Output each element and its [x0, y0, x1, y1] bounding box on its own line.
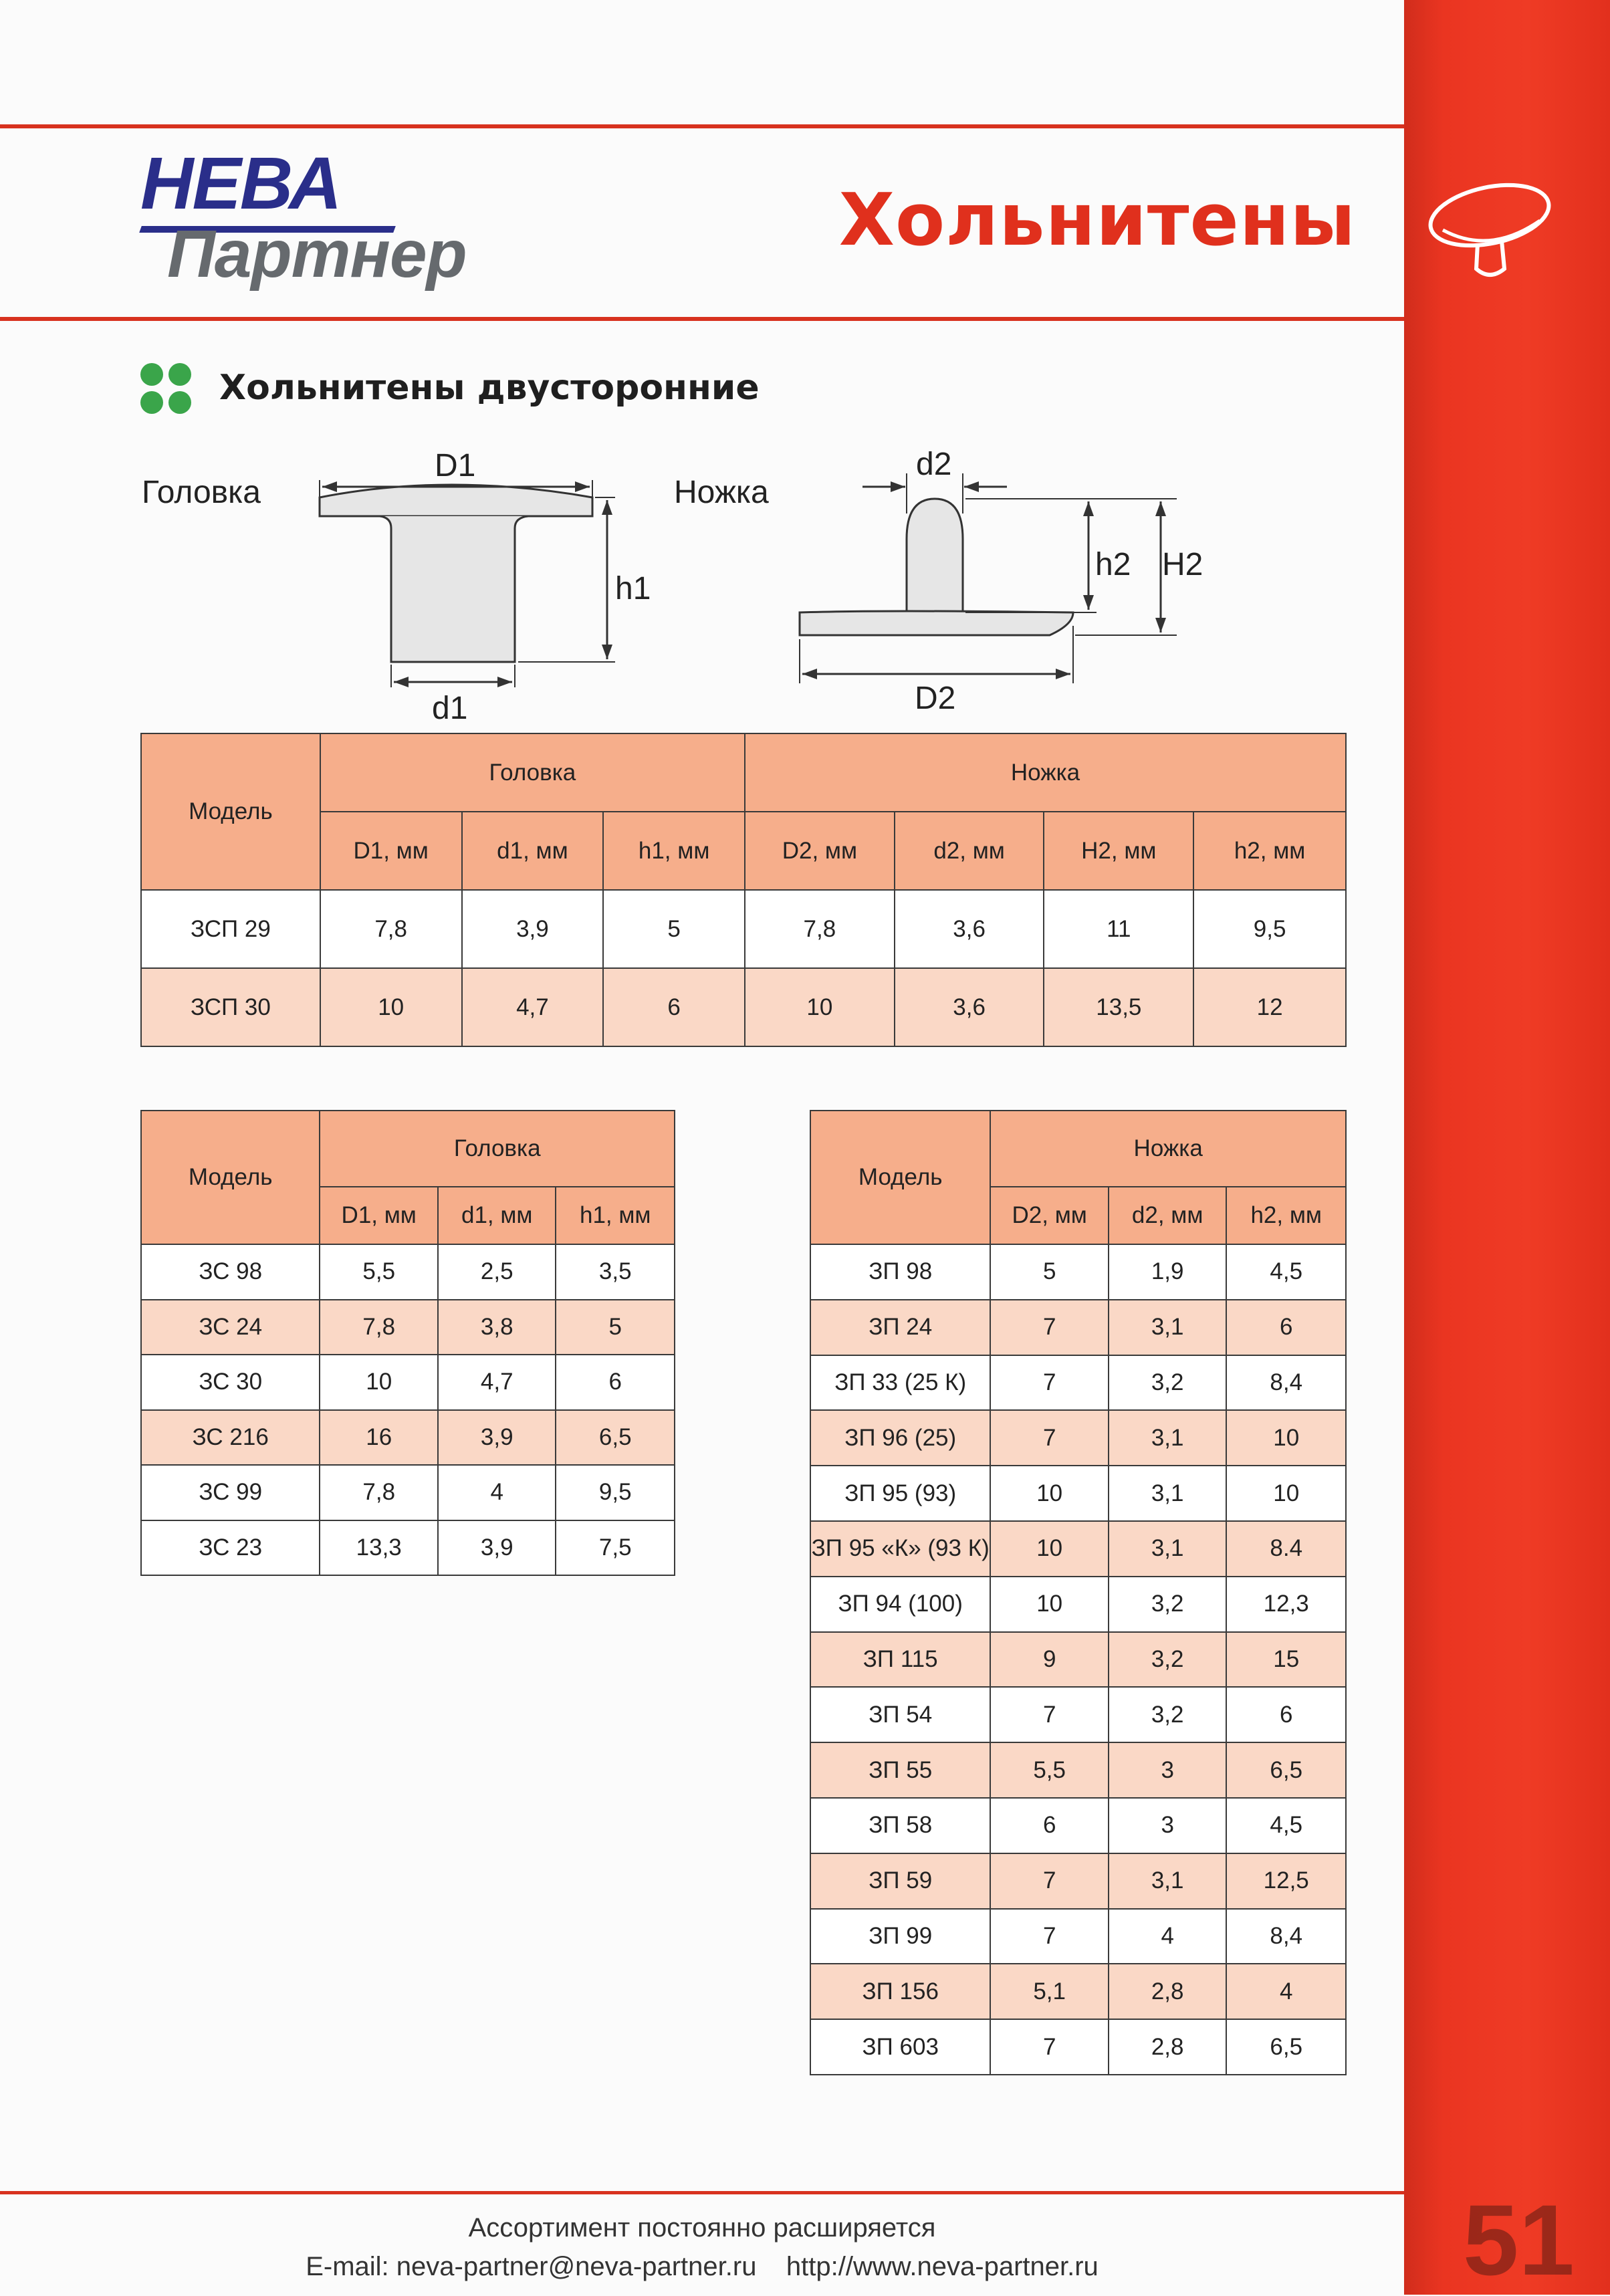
table-cell: ЗП 95 «К» (93 К)	[810, 1521, 990, 1577]
table-cell: ЗП 54	[810, 1687, 990, 1742]
table-cell: 4,7	[438, 1355, 556, 1410]
table-cell: ЗС 23	[141, 1520, 320, 1576]
t1-col-header: d1, мм	[462, 812, 604, 890]
table-cell: 4	[1226, 1964, 1346, 2019]
table-cell: 3,6	[895, 968, 1044, 1046]
table-row	[141, 890, 1346, 968]
table-cell: ЗП 156	[810, 1964, 990, 2019]
table-cell: 8.4	[1226, 1521, 1346, 1577]
table-cell: ЗП 58	[810, 1798, 990, 1853]
table-cell: 10	[1226, 1466, 1346, 1521]
table-row	[810, 2019, 1346, 2075]
table-cell: 7	[990, 2019, 1109, 2075]
label-h1: h1	[615, 571, 651, 606]
table-cell: 10	[990, 1521, 1109, 1577]
table-cell: 3,2	[1109, 1577, 1226, 1632]
footer-rule	[0, 2191, 1404, 2194]
t3-model-header: Модель	[810, 1111, 990, 1244]
t3-group-leg: Ножка	[990, 1111, 1346, 1187]
table-row	[810, 1853, 1346, 1909]
table-cell: 5	[556, 1300, 675, 1355]
header-rule-bottom	[0, 317, 1404, 321]
table-cell: 1,9	[1109, 1244, 1226, 1300]
table-row	[810, 1687, 1346, 1742]
table-row	[810, 1521, 1346, 1577]
section-title: Хольнитены двусторонние	[219, 368, 760, 408]
table-cell: 3,2	[1109, 1355, 1226, 1411]
table-row	[141, 1465, 675, 1520]
table-cell: ЗП 99	[810, 1909, 990, 1964]
table-cell: 6	[990, 1798, 1109, 1853]
table-cell: 16	[320, 1410, 438, 1466]
table-cell: 6,5	[556, 1410, 675, 1466]
table-row	[810, 1909, 1346, 1964]
table-cell: 4,5	[1226, 1798, 1346, 1853]
table-row	[141, 1244, 675, 1300]
table-cell: 13,5	[1044, 968, 1193, 1046]
t1-group-head: Головка	[320, 733, 745, 812]
t3-col-header: D2, мм	[990, 1187, 1109, 1244]
t2-col-header: D1, мм	[320, 1187, 438, 1244]
header-rule-top	[0, 124, 1404, 128]
table-cell: ЗП 59	[810, 1853, 990, 1909]
table-cell: 3,1	[1109, 1410, 1226, 1466]
table-cell: 6,5	[1226, 1742, 1346, 1798]
table-row	[141, 1410, 675, 1466]
table-cell: 5,5	[990, 1742, 1109, 1798]
table-cell: 10	[990, 1466, 1109, 1521]
table-cell: 7	[990, 1909, 1109, 1964]
table-cell: 7	[990, 1410, 1109, 1466]
table-cell: 3,6	[895, 890, 1044, 968]
table-cell: 12,5	[1226, 1853, 1346, 1909]
table-cell: ЗС 99	[141, 1465, 320, 1520]
table-cell: 4,5	[1226, 1244, 1346, 1300]
table-cell: 7,8	[320, 890, 462, 968]
table-cell: ЗСП 30	[141, 968, 320, 1046]
table-cell: 9,5	[1193, 890, 1346, 968]
table-double-sided	[140, 733, 1347, 1047]
label-H2: H2	[1162, 547, 1203, 582]
table-cell: 3	[1109, 1742, 1226, 1798]
table-cell: ЗП 603	[810, 2019, 990, 2075]
table-cell: 3,9	[438, 1520, 556, 1576]
table-cell: 7,8	[320, 1465, 438, 1520]
table-cell: 6	[1226, 1300, 1346, 1355]
table-cell: ЗС 216	[141, 1410, 320, 1466]
t2-group-head: Головка	[320, 1111, 675, 1187]
t2-col-header: d1, мм	[438, 1187, 556, 1244]
table-cell: 7,5	[556, 1520, 675, 1576]
table-cell: 12,3	[1226, 1577, 1346, 1632]
table-cell: 13,3	[320, 1520, 438, 1576]
label-D2: D2	[915, 681, 956, 716]
table-cell: ЗП 96 (25)	[810, 1410, 990, 1466]
brand-logo	[140, 142, 467, 308]
table-cell: 3,1	[1109, 1521, 1226, 1577]
brand-line2: Партнер	[167, 217, 467, 292]
table-cell: 3	[1109, 1798, 1226, 1853]
t3-col-header: h2, мм	[1226, 1187, 1346, 1244]
table-cell: 7,8	[320, 1300, 438, 1355]
table-cell: ЗП 33 (25 К)	[810, 1355, 990, 1411]
t3-col-header: d2, мм	[1109, 1187, 1226, 1244]
table-cell: 5	[603, 890, 745, 968]
table-cell: 10	[1226, 1410, 1346, 1466]
rivet-icon	[1416, 168, 1563, 296]
table-cell: 4	[1109, 1909, 1226, 1964]
table-cell: ЗП 24	[810, 1300, 990, 1355]
table-row	[810, 1355, 1346, 1411]
table-row	[810, 1466, 1346, 1521]
t1-col-header: D2, мм	[745, 812, 895, 890]
table-cell: ЗСП 29	[141, 890, 320, 968]
table-row	[141, 1355, 675, 1410]
table-cell: 6	[1226, 1687, 1346, 1742]
label-h2: h2	[1095, 547, 1131, 582]
table-row	[810, 1244, 1346, 1300]
table-cell: 9,5	[556, 1465, 675, 1520]
table-cell: 10	[320, 1355, 438, 1410]
page-title: Хольнитены	[838, 179, 1356, 262]
t2-col-header: h1, мм	[556, 1187, 675, 1244]
table-row	[810, 1577, 1346, 1632]
rivet-diagram	[134, 441, 1203, 735]
table-cell: ЗС 24	[141, 1300, 320, 1355]
table-cell: 11	[1044, 890, 1193, 968]
page-number: 51	[1463, 2184, 1575, 2296]
table-row	[810, 1300, 1346, 1355]
table-cell: 5,1	[990, 1964, 1109, 2019]
table-head-side	[140, 1110, 675, 1576]
table-cell: 9	[990, 1632, 1109, 1688]
t2-model-header: Модель	[141, 1111, 320, 1244]
table-cell: 10	[320, 968, 462, 1046]
table-cell: 3,8	[438, 1300, 556, 1355]
table-cell: 2,5	[438, 1244, 556, 1300]
t1-col-header: d2, мм	[895, 812, 1044, 890]
table-cell: 7,8	[745, 890, 895, 968]
t1-model-header: Модель	[141, 733, 320, 890]
table-cell: 3,1	[1109, 1853, 1226, 1909]
t1-col-header: H2, мм	[1044, 812, 1193, 890]
table-cell: ЗП 98	[810, 1244, 990, 1300]
footer-contacts: E-mail: neva-partner@neva-partner.ru http://www.neva-partner.ru	[306, 2252, 1099, 2281]
table-leg-side	[810, 1110, 1347, 2075]
table-row	[141, 1520, 675, 1576]
brand-line1: НЕВА	[140, 142, 341, 225]
table-cell: 3,9	[438, 1410, 556, 1466]
t1-col-header: h2, мм	[1193, 812, 1346, 890]
table-row	[810, 1410, 1346, 1466]
table-cell: 2,8	[1109, 1964, 1226, 2019]
table-row	[810, 1742, 1346, 1798]
diagram-head-label: Головка	[142, 475, 261, 510]
table-row	[810, 1964, 1346, 2019]
table-cell: 3,2	[1109, 1687, 1226, 1742]
label-D1: D1	[435, 448, 476, 483]
table-cell: ЗС 30	[141, 1355, 320, 1410]
table-cell: 12	[1193, 968, 1346, 1046]
table-cell: ЗП 115	[810, 1632, 990, 1688]
table-cell: 3,2	[1109, 1632, 1226, 1688]
table-row	[810, 1632, 1346, 1688]
table-cell: 3,5	[556, 1244, 675, 1300]
table-cell: ЗС 98	[141, 1244, 320, 1300]
table-cell: 15	[1226, 1632, 1346, 1688]
table-cell: 5	[990, 1244, 1109, 1300]
t1-group-leg: Ножка	[745, 733, 1346, 812]
section-bullet-icon	[140, 363, 194, 417]
table-cell: ЗП 55	[810, 1742, 990, 1798]
footer-assortment-note: Ассортимент постоянно расширяется	[468, 2213, 936, 2243]
table-cell: 6	[603, 968, 745, 1046]
table-cell: 8,4	[1226, 1355, 1346, 1411]
table-cell: 5,5	[320, 1244, 438, 1300]
table-cell: 8,4	[1226, 1909, 1346, 1964]
table-cell: 3,9	[462, 890, 604, 968]
table-row	[141, 1300, 675, 1355]
label-d2: d2	[916, 447, 952, 482]
table-cell: 4	[438, 1465, 556, 1520]
table-cell: 3,1	[1109, 1300, 1226, 1355]
t1-col-header: h1, мм	[603, 812, 745, 890]
table-row	[810, 1798, 1346, 1853]
table-cell: 10	[745, 968, 895, 1046]
table-cell: 7	[990, 1853, 1109, 1909]
table-cell: 6	[556, 1355, 675, 1410]
label-d1: d1	[432, 691, 468, 726]
table-cell: 6,5	[1226, 2019, 1346, 2075]
table-cell: 7	[990, 1300, 1109, 1355]
table-cell: ЗП 95 (93)	[810, 1466, 990, 1521]
table-cell: 2,8	[1109, 2019, 1226, 2075]
table-cell: 10	[990, 1577, 1109, 1632]
table-cell: 4,7	[462, 968, 604, 1046]
t1-col-header: D1, мм	[320, 812, 462, 890]
table-cell: 3,1	[1109, 1466, 1226, 1521]
table-cell: ЗП 94 (100)	[810, 1577, 990, 1632]
table-cell: 7	[990, 1687, 1109, 1742]
diagram-leg-label: Ножка	[674, 475, 769, 510]
table-cell: 7	[990, 1355, 1109, 1411]
table-row	[141, 968, 1346, 1046]
side-red-bar	[1404, 0, 1610, 2295]
